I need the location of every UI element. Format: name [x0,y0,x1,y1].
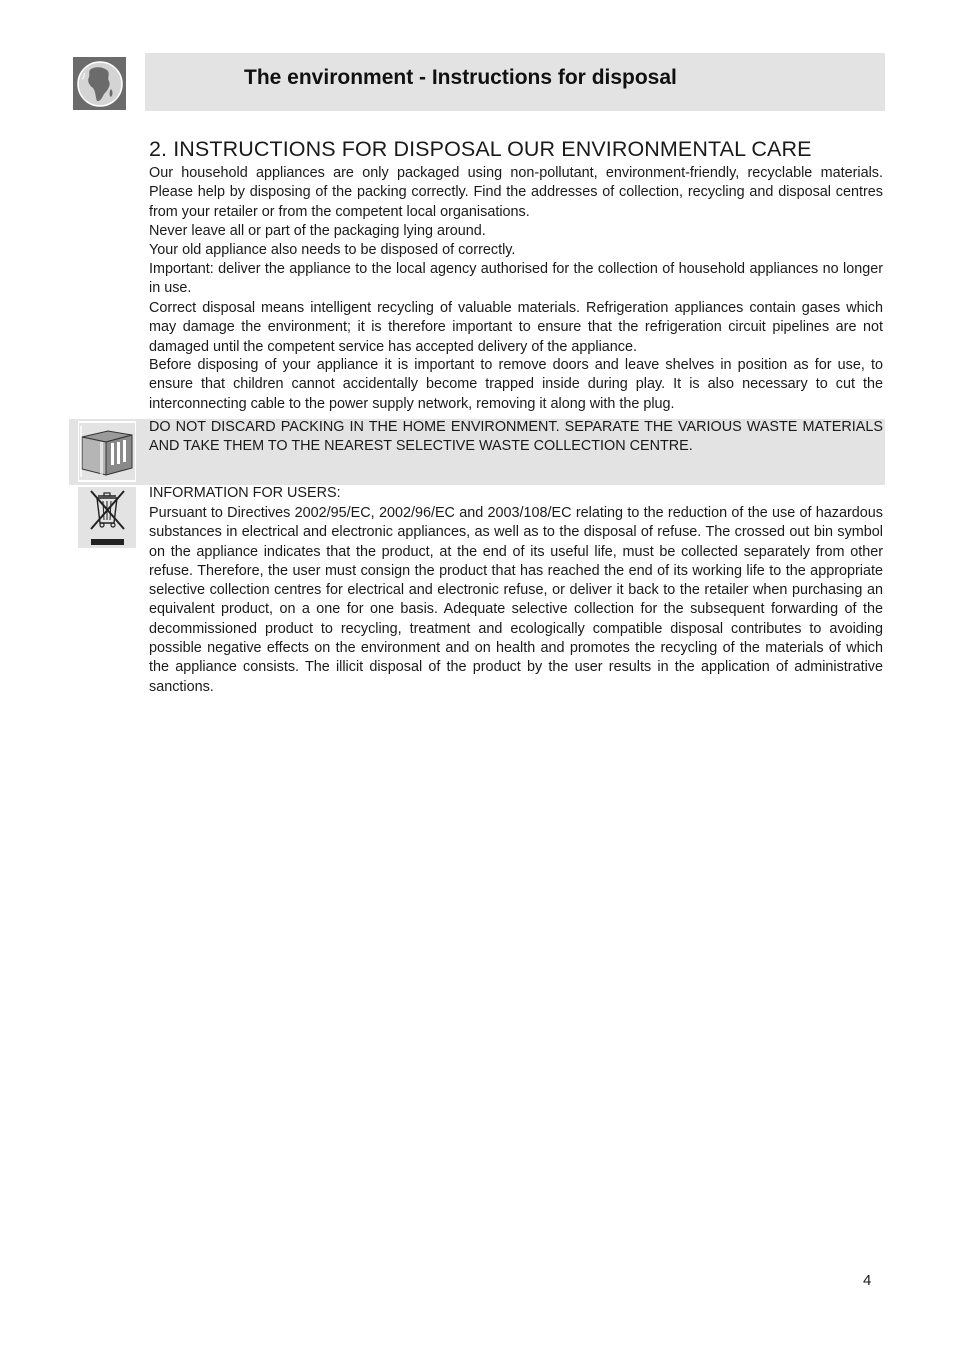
packaging-box-icon [78,421,136,482]
section-heading: 2. INSTRUCTIONS FOR DISPOSAL OUR ENVIRONMENTAL CARE [149,137,812,161]
crossed-out-bin-icon [78,487,136,548]
users-info-heading: INFORMATION FOR USERS: [149,485,341,501]
packaging-paragraph: Our household appliances are only packaged using non-pollutant, environment-friendly, recyclable materials. Please help by disposing of the packing correctly. Find the addresses of collection, recycling and disposal centres from your retailer or from the competent local organisations. [149,165,883,220]
page-title: The environment - Instructions for disposal [244,66,677,89]
header-bar [145,53,885,111]
packaging-warning-line: Never leave all or part of the packaging lying around. [149,223,486,239]
globe-icon [73,57,126,110]
warning-text: DO NOT DISCARD PACKING IN THE HOME ENVIRONMENT. SEPARATE THE VARIOUS WASTE MATERIALS AND TAKE THEM TO THE NEAREST SELECTIVE WASTE COLLECTION CENTRE. [149,419,883,455]
page-number: 4 [863,1272,872,1289]
important-paragraph: Important: deliver the appliance to the local agency authorised for the collection of household appliances no longer in use. [149,261,883,297]
users-info-body: Pursuant to Directives 2002/95/EC, 2002/96/EC and 2003/108/EC relating to the reduction of the use of hazardous substances in electrical and electronic appliances, as well as to the disposal of refuse. The crossed out bin symbol on the appliance indicates that the product, at the end of its useful life, must be collected separately from other refuse. Therefore, the user must consign the product that has reached the end of its working life to the appropriate selective collection centres for electrical and electronic refuse, or deliver it back to the retailer when purchasing an equivalent product, on a one for one basis. Adequate selective collection for the subsequent forwarding of the decommissioned product to recycling, treatment and ecologically compatible disposal contributes to avoiding possible negative effects on the environment and on health and promotes the recycling of the materials of which the appliance consists. The illicit disposal of the product by the user results in the application of administrative sanctions. [149,505,883,695]
before-disposing-paragraph: Before disposing of your appliance it is important to remove doors and leave shelves in position as for use, to ensure that children cannot accidentally become trapped inside during play. It is also necessary to cut the interconnecting cable to the power supply network, removing it along with the plug. [149,357,883,412]
old-appliance-line: Your old appliance also needs to be disposed of correctly. [149,242,516,258]
correct-disposal-paragraph: Correct disposal means intelligent recycling of valuable materials. Refrigeration appliances contain gases which may damage the environment; it is therefore important to ensure that the refrigeration circuit pipelines are not damaged until the competent service has accepted delivery of the appliance. [149,300,883,355]
